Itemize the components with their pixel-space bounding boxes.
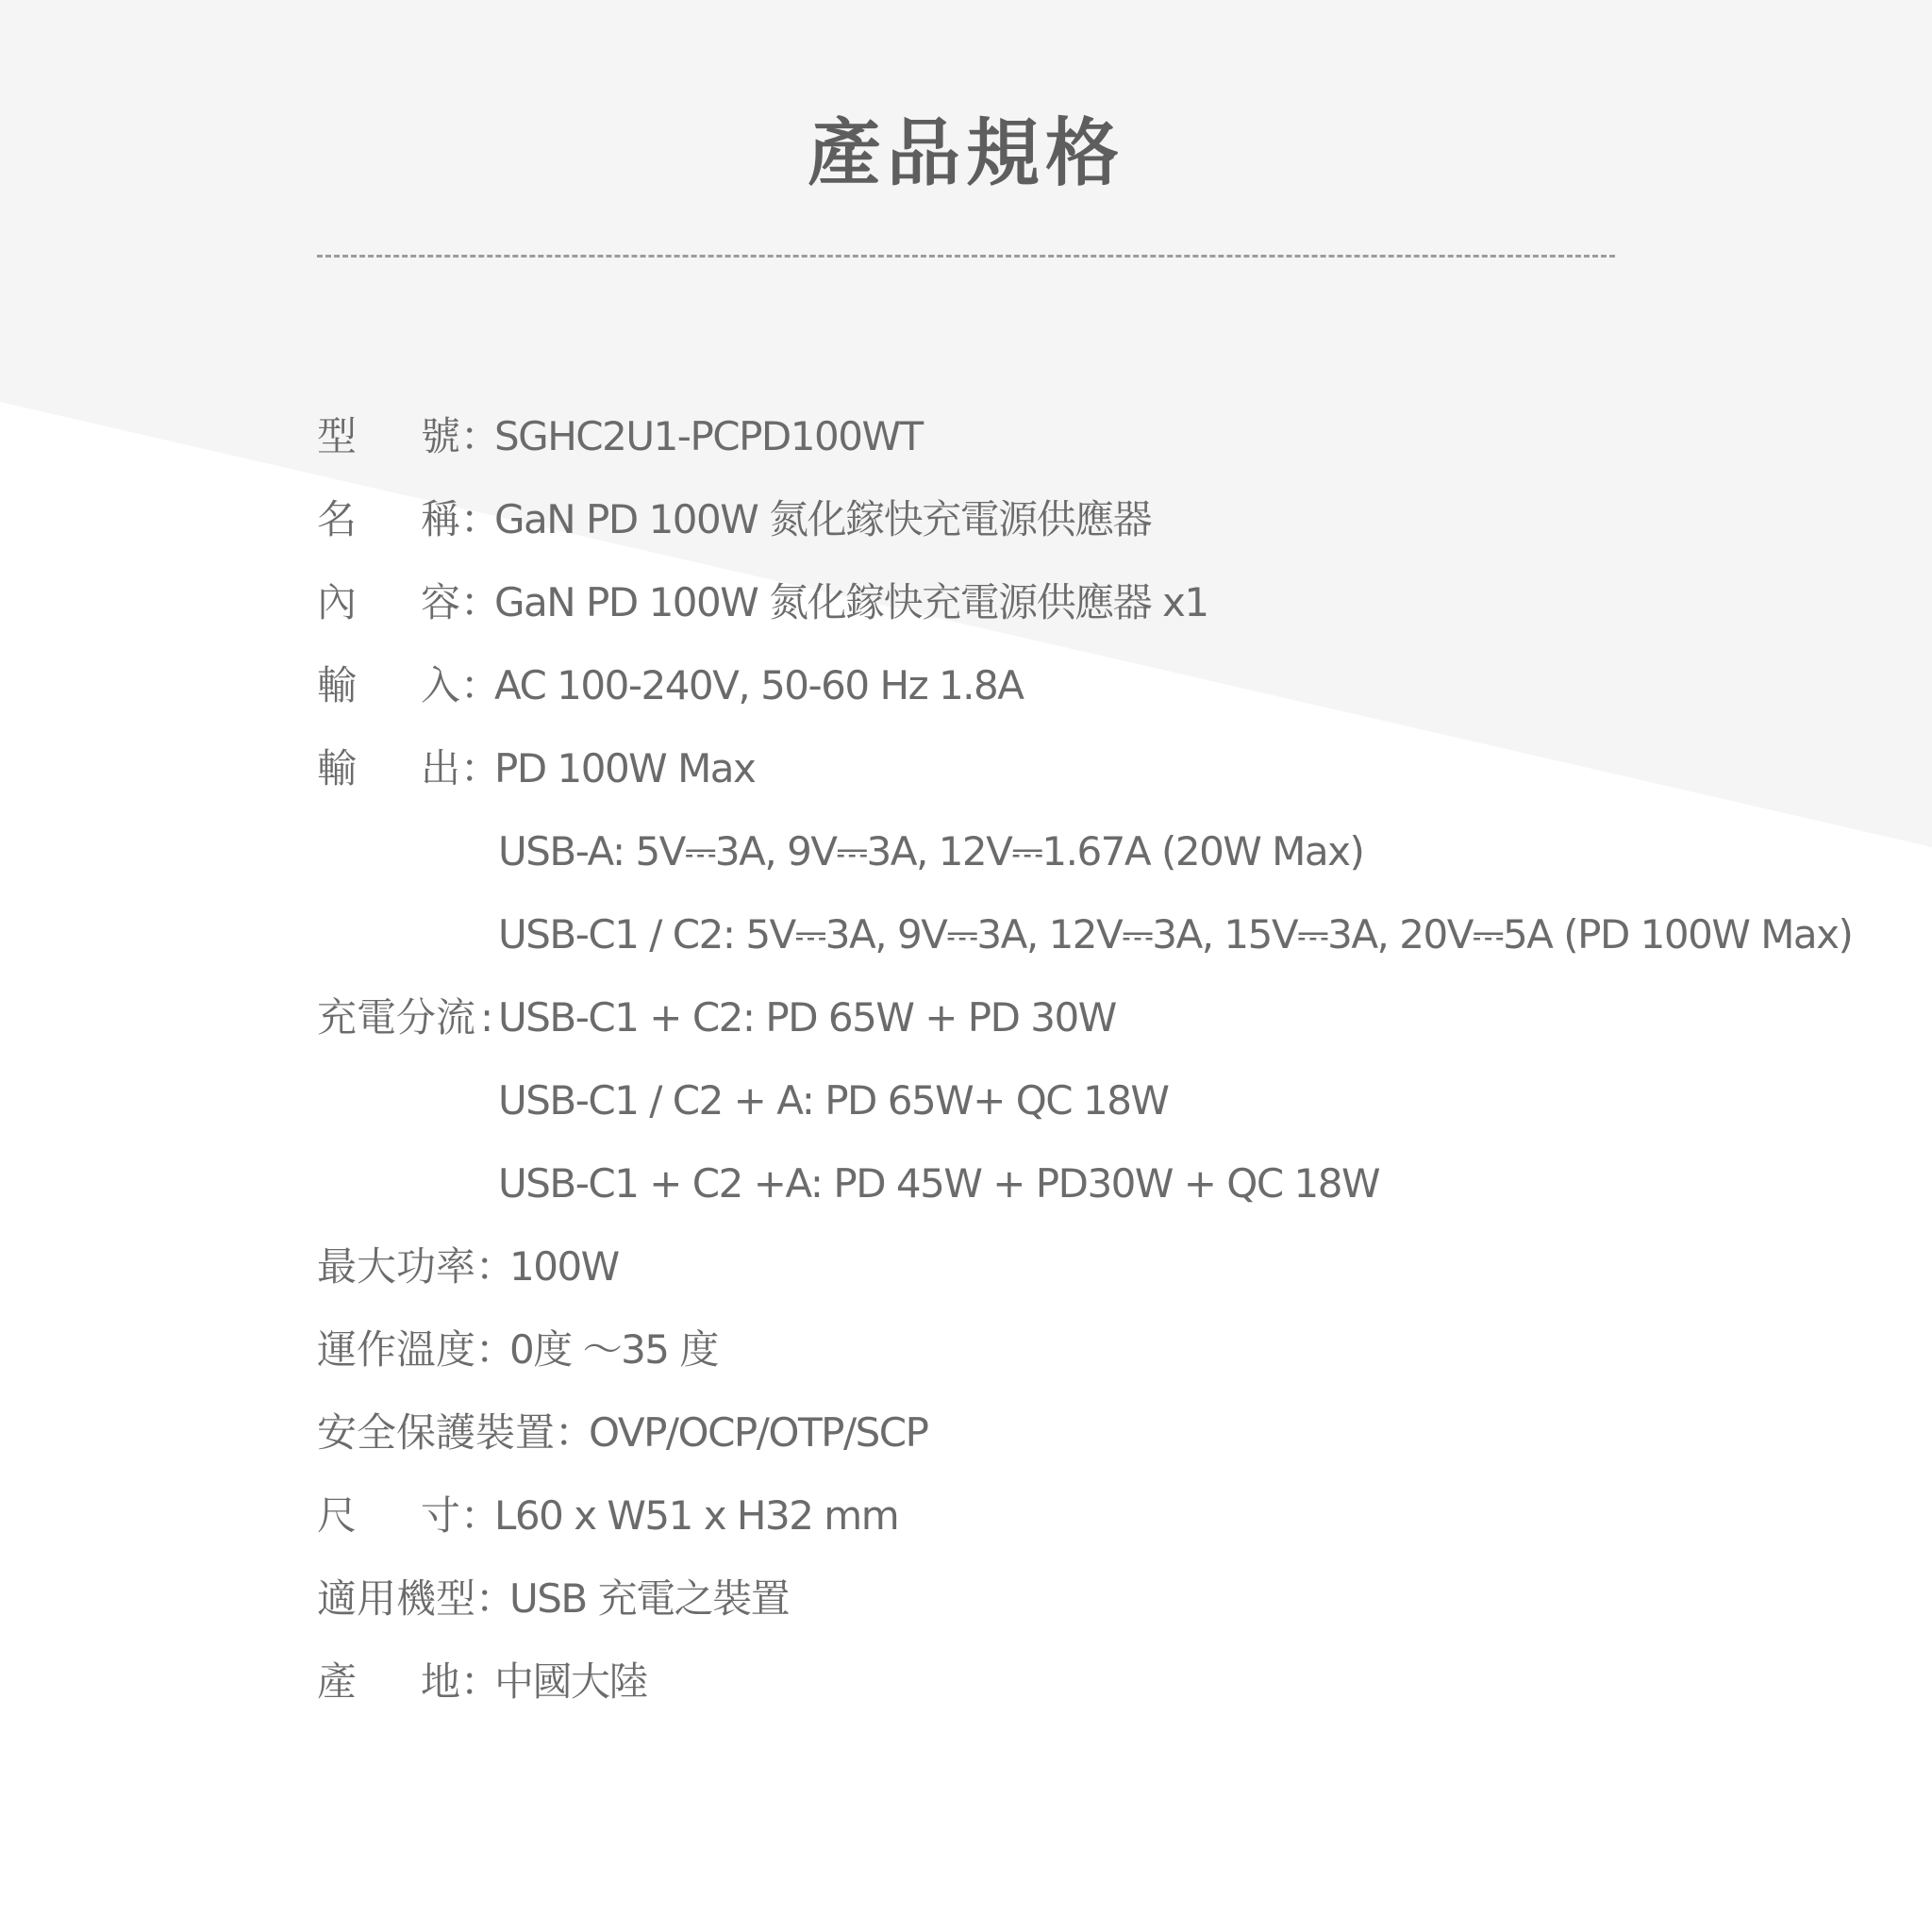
spec-value: USB-C1 + C2 +A: PD 45W + PD30W + QC 18W bbox=[498, 1160, 1380, 1207]
spec-row-power-split-2 bbox=[317, 1070, 1921, 1153]
spec-value: GaN PD 100W 氮化鎵快充電源供應器 x1 bbox=[494, 579, 1208, 625]
spec-colon: ： bbox=[555, 1409, 595, 1456]
spec-label: 適用機型 bbox=[317, 1575, 476, 1622]
spec-label: 輸 出 bbox=[317, 745, 460, 791]
spec-colon: : bbox=[479, 994, 494, 1041]
spec-value: SGHC2U1-PCPD100WT bbox=[494, 413, 923, 459]
spec-colon: ： bbox=[475, 1326, 516, 1373]
spec-colon: ： bbox=[460, 496, 501, 542]
spec-row-max-power bbox=[317, 1236, 1921, 1319]
spec-row-power-split-3 bbox=[317, 1153, 1921, 1236]
spec-colon: ： bbox=[475, 1243, 516, 1290]
spec-label: 名 稱 bbox=[317, 496, 460, 542]
spec-value: USB-C1 / C2: 5V⎓3A, 9V⎓3A, 12V⎓3A, 15V⎓3A, 20V⎓5A (PD 100W Max) bbox=[498, 911, 1853, 958]
spec-row-model bbox=[317, 406, 1921, 489]
spec-colon: ： bbox=[460, 745, 501, 791]
spec-colon: ： bbox=[460, 579, 501, 625]
spec-row-output-usb-c bbox=[317, 904, 1921, 987]
spec-value: USB-A: 5V⎓3A, 9V⎓3A, 12V⎓1.67A (20W Max) bbox=[498, 828, 1364, 874]
spec-row-power-split bbox=[317, 987, 1921, 1070]
spec-row-compatible bbox=[317, 1568, 1921, 1651]
spec-row-origin bbox=[317, 1651, 1921, 1734]
spec-label: 內 容 bbox=[317, 579, 460, 625]
spec-colon: ： bbox=[460, 1658, 501, 1705]
spec-row-contents bbox=[317, 572, 1921, 655]
spec-row-protection bbox=[317, 1402, 1921, 1485]
spec-label: 運作溫度 bbox=[317, 1326, 476, 1373]
spec-value: 100W bbox=[509, 1243, 619, 1290]
spec-value: 0度 ～35 度 bbox=[509, 1326, 718, 1373]
spec-row-output bbox=[317, 738, 1921, 821]
page-title: 產品規格 bbox=[807, 111, 1124, 196]
spec-colon: ： bbox=[460, 1492, 501, 1539]
spec-row-name bbox=[317, 489, 1921, 572]
spec-value: AC 100-240V, 50-60 Hz 1.8A bbox=[494, 662, 1024, 708]
spec-row-operating-temp bbox=[317, 1319, 1921, 1402]
spec-label: 輸 入 bbox=[317, 662, 460, 708]
spec-value: 中國大陸 bbox=[494, 1658, 648, 1705]
spec-row-input bbox=[317, 655, 1921, 738]
spec-label: 最大功率 bbox=[317, 1243, 476, 1290]
spec-list bbox=[317, 406, 1921, 1734]
spec-value: PD 100W Max bbox=[494, 745, 756, 791]
spec-label: 尺 寸 bbox=[317, 1492, 460, 1539]
spec-label: 產 地 bbox=[317, 1658, 460, 1705]
spec-value: GaN PD 100W 氮化鎵快充電源供應器 bbox=[494, 496, 1152, 542]
spec-value: USB-C1 + C2: PD 65W + PD 30W bbox=[498, 994, 1116, 1041]
spec-label: 型 號 bbox=[317, 413, 460, 459]
spec-colon: ： bbox=[475, 1575, 516, 1622]
spec-row-dimensions bbox=[317, 1485, 1921, 1568]
spec-value: L60 x W51 x H32 mm bbox=[494, 1492, 899, 1539]
spec-row-output-usb-a bbox=[317, 821, 1921, 904]
spec-value: USB-C1 / C2 + A: PD 65W+ QC 18W bbox=[498, 1077, 1169, 1124]
spec-value: USB 充電之裝置 bbox=[509, 1575, 790, 1622]
spec-colon: ： bbox=[460, 662, 501, 708]
dashed-divider bbox=[317, 255, 1615, 258]
spec-colon: ： bbox=[460, 413, 501, 459]
spec-label: 安全保護裝置 bbox=[317, 1409, 556, 1456]
spec-label: 充電分流 bbox=[317, 994, 476, 1041]
spec-value: OVP/OCP/OTP/SCP bbox=[589, 1409, 928, 1456]
